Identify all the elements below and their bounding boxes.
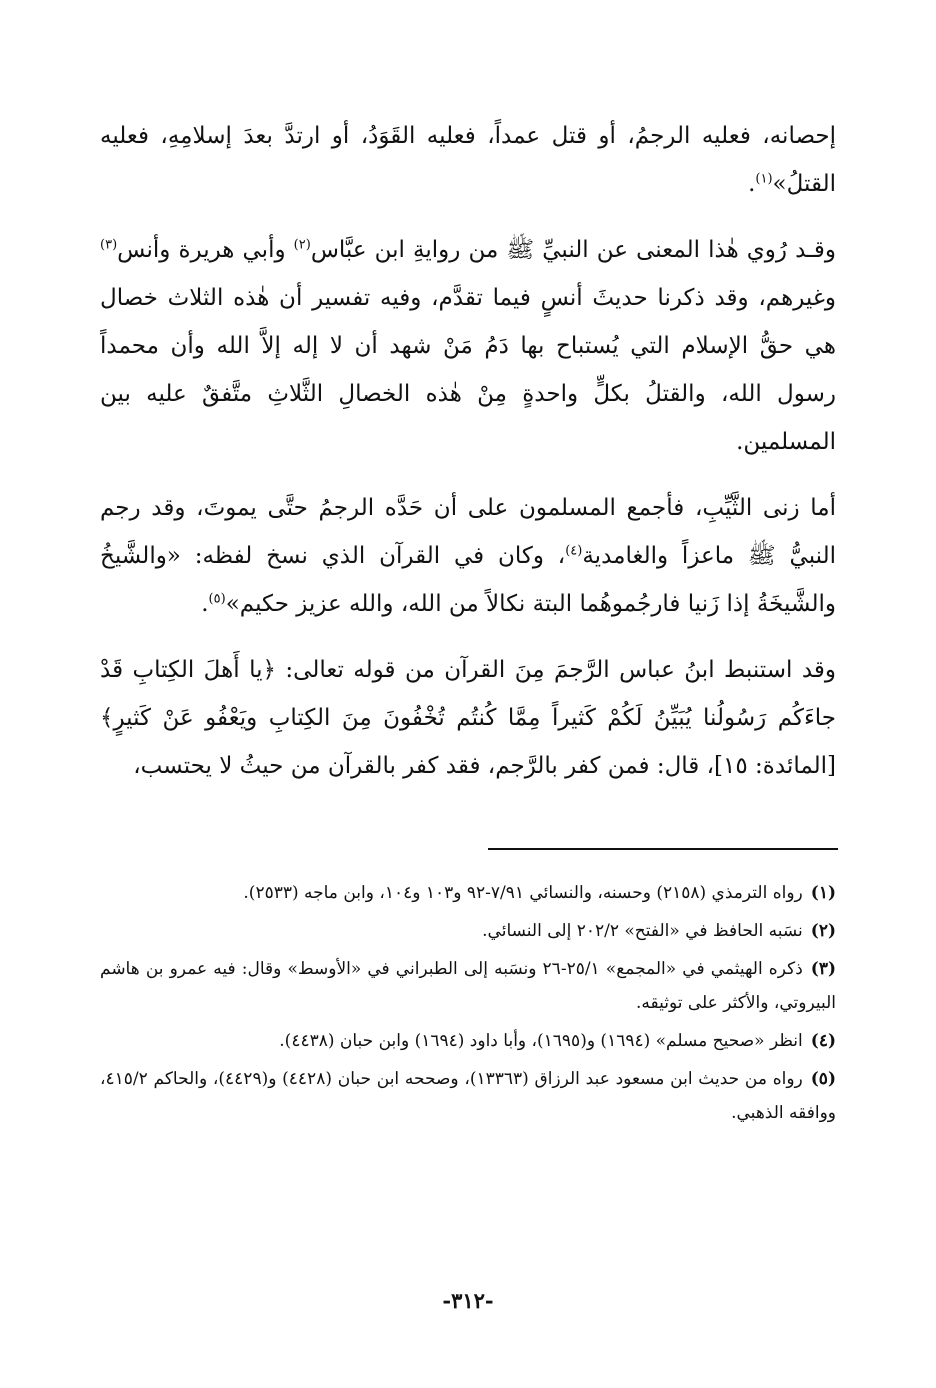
footnote: [100, 952, 836, 1020]
text-run: إحصانه، فعليه الرجمُ، أو قتل عمداً، فعليه القَوَدُ، أو ارتدَّ بعدَ إسلامِهِ، فعليه القتلُ»: [100, 123, 836, 197]
footnote-ref: (١): [755, 171, 773, 187]
text-run: .: [748, 171, 756, 197]
text-run: وأبي هريرة وأنس: [117, 237, 294, 263]
footnote-ref: (٣): [100, 237, 118, 253]
footnote: [100, 876, 836, 910]
footnote-number: (٥): [810, 1069, 836, 1089]
footnote-ref: (٥): [208, 591, 226, 607]
text-run: وقـد رُوي هٰذا المعنى عن النبيِّ ﷺ من روايةِ ابن عبَّاس: [310, 237, 836, 263]
paragraph: [100, 226, 836, 466]
footnote-text: رواه الترمذي (٢١٥٨) وحسنه، والنسائي ٧/٩١-٩٢ و١٠٣ و١٠٤، وابن ماجه (٢٥٣٣).: [243, 883, 803, 903]
footnote: [100, 1024, 836, 1058]
footnote-text: رواه من حديث ابن مسعود عبد الرزاق (١٣٣٦٣)، وصححه ابن حبان (٤٤٢٨) و(٤٤٢٩)، والحاكم ٤١٥/٢، ووافقه الذهبي.: [100, 1069, 836, 1123]
text-run: وقد استنبط ابنُ عباس الرَّجمَ مِنَ القرآن من قوله تعالى: ﴿يا أَهلَ الكِتابِ قَدْ جاءَكُم رَسُولُنا يُبَيِّنُ لَكُمْ كَثيراً مِمَّا كُنتُم تُخْفُونَ مِنَ الكِتابِ ويَعْفُو عَنْ كَثيرٍ﴾ [المائدة: ١٥]، قال: فمن كفر بالرَّجم، فقد كفر بالقرآن من حيثُ لا يحتسب،: [100, 657, 836, 779]
footnote-ref: (٤): [565, 543, 583, 559]
footnote-ref: (٢): [293, 237, 311, 253]
paragraph: [100, 484, 836, 628]
footnote-number: (٣): [810, 959, 836, 979]
footnote-number: (٢): [810, 921, 836, 941]
footnote-number: (١): [810, 883, 836, 903]
text-run: أما زنى الثَّيِّبِ، فأجمع المسلمون على أن حَدَّه الرجمُ حتَّى يموتَ، وقد رجم النبيُّ ﷺ ماعزاً والغامدية: [100, 495, 836, 569]
main-text: [100, 112, 836, 808]
footnote-text: ذكره الهيثمي في «المجمع» ٢٥/١-٢٦ ونسَبه إلى الطبراني في «الأوسط» وقال: فيه عمرو بن هاشم البيروتي، والأكثر على توثيقه.: [100, 959, 836, 1013]
paragraph: [100, 112, 836, 208]
footnote: [100, 1062, 836, 1130]
footnote-separator: [488, 848, 838, 850]
text-run: ، وكان في القرآن الذي نسخ لفظه: «والشَّيخُ والشَّيخَةُ إذا زَنيا فارجُموهُما البتة نكالاً من الله، والله عزيز حكيم»: [100, 543, 836, 617]
text-run: .: [201, 591, 209, 617]
footnote-number: (٤): [810, 1031, 836, 1051]
text-run: وغيرهم، وقد ذكرنا حديثَ أنسٍ فيما تقدَّم، وفيه تفسير أن هٰذه الثلاث خصال هي حقُّ الإسلام التي يُستباح بها دَمُ مَنْ شهد أن لا إله إلاَّ الله وأن محمداً رسول الله، والقتلُ بكلٍّ واحدةٍ مِنْ هٰذه الخصالِ الثَّلاثِ متَّفقٌ عليه بين المسلمين.: [100, 285, 836, 455]
page-number: -٣١٢-: [442, 1288, 494, 1313]
paragraph: [100, 646, 836, 790]
footnote-text: انظر «صحيح مسلم» (١٦٩٤) و(١٦٩٥)، وأبا داود (١٦٩٤) وابن حبان (٤٤٣٨).: [279, 1031, 803, 1051]
footnote: [100, 914, 836, 948]
footnotes: [100, 876, 836, 1134]
footnote-text: نسَبه الحافظ في «الفتح» ٢٠٢/٢ إلى النسائي.: [482, 921, 803, 941]
